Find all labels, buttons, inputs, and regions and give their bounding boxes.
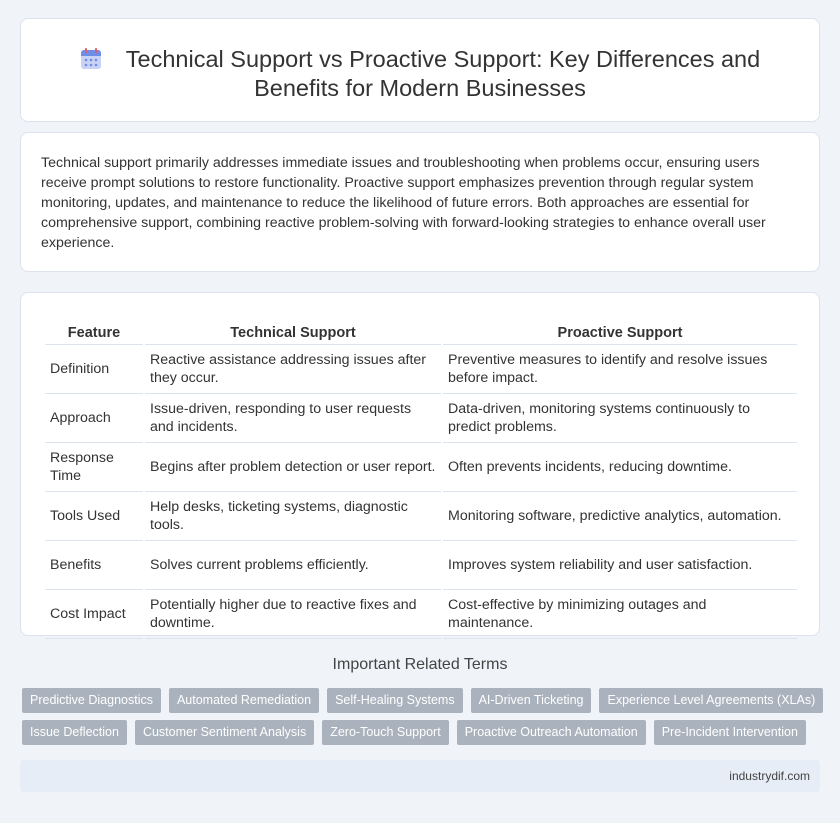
page-title	[21, 45, 819, 103]
row-proactive: Improves system reliability and user satisfaction.	[443, 541, 797, 590]
tag-self-healing-systems[interactable]: Self-Healing Systems	[327, 688, 463, 713]
title-wrap	[21, 45, 819, 103]
row-technical: Begins after problem detection or user report.	[145, 443, 441, 492]
tag-predictive-diagnostics[interactable]: Predictive Diagnostics	[22, 688, 161, 713]
row-feature: Cost Impact	[45, 590, 143, 639]
row-proactive: Cost-effective by minimizing outages and maintenance.	[443, 590, 797, 639]
row-feature: Tools Used	[45, 492, 143, 541]
table-row	[45, 541, 797, 590]
row-proactive: Data-driven, monitoring systems continuously to predict problems.	[443, 394, 797, 443]
row-technical: Potentially higher due to reactive fixes and downtime.	[145, 590, 441, 639]
row-proactive: Often prevents incidents, reducing downtime.	[443, 443, 797, 492]
row-technical: Solves current problems efficiently.	[145, 541, 441, 590]
intro-card	[20, 132, 820, 272]
tag-automated-remediation[interactable]: Automated Remediation	[169, 688, 319, 713]
comparison-table	[43, 313, 799, 639]
table-row	[45, 394, 797, 443]
tag-zero-touch-support[interactable]: Zero-Touch Support	[322, 720, 448, 745]
footer	[20, 760, 820, 792]
row-proactive: Preventive measures to identify and resolve issues before impact.	[443, 345, 797, 394]
calendar-icon	[80, 48, 102, 70]
row-proactive: Monitoring software, predictive analytics, automation.	[443, 492, 797, 541]
related-terms-row-1	[22, 688, 822, 713]
title-line-1: Technical Support vs Proactive Support: Key Differences and	[125, 46, 761, 72]
table-header-row	[45, 313, 797, 345]
header-technical-support: Technical Support	[145, 313, 441, 345]
header-feature: Feature	[45, 313, 143, 345]
row-technical: Help desks, ticketing systems, diagnostic tools.	[145, 492, 441, 541]
table-row	[45, 590, 797, 639]
comparison-table-card	[20, 292, 820, 636]
title-card	[20, 18, 820, 122]
table-row	[45, 345, 797, 394]
row-feature: Definition	[45, 345, 143, 394]
header-proactive-support: Proactive Support	[443, 313, 797, 345]
tag-ai-driven-ticketing[interactable]: AI-Driven Ticketing	[471, 688, 592, 713]
row-technical: Reactive assistance addressing issues after they occur.	[145, 345, 441, 394]
intro-paragraph: Technical support primarily addresses immediate issues and troubleshooting when problems occur, ensuring users receive prompt solutions to restore functionality. Proactive support emphasizes prevention through regular system monitoring, updates, and maintenance to reduce the likelihood of future errors. Both approaches are essential for comprehensive support, combining reactive problem-solving with forward-looking strategies to enhance overall user experience.	[41, 155, 766, 251]
table-row	[45, 492, 797, 541]
row-technical: Issue-driven, responding to user requests and incidents.	[145, 394, 441, 443]
row-feature: Approach	[45, 394, 143, 443]
tag-experience-level-agreements[interactable]: Experience Level Agreements (XLAs)	[599, 688, 823, 713]
table-row	[45, 443, 797, 492]
related-terms-title: Important Related Terms	[332, 656, 508, 673]
tag-pre-incident-intervention[interactable]: Pre-Incident Intervention	[654, 720, 806, 745]
row-feature: Response Time	[45, 443, 143, 492]
related-terms-row-2	[22, 720, 822, 745]
row-feature: Benefits	[45, 541, 143, 590]
tag-issue-deflection[interactable]: Issue Deflection	[22, 720, 127, 745]
tag-customer-sentiment-analysis[interactable]: Customer Sentiment Analysis	[135, 720, 314, 745]
tag-proactive-outreach-automation[interactable]: Proactive Outreach Automation	[457, 720, 646, 745]
footer-source[interactable]: industrydif.com	[729, 769, 810, 783]
title-line-2: Benefits for Modern Businesses	[254, 75, 586, 101]
